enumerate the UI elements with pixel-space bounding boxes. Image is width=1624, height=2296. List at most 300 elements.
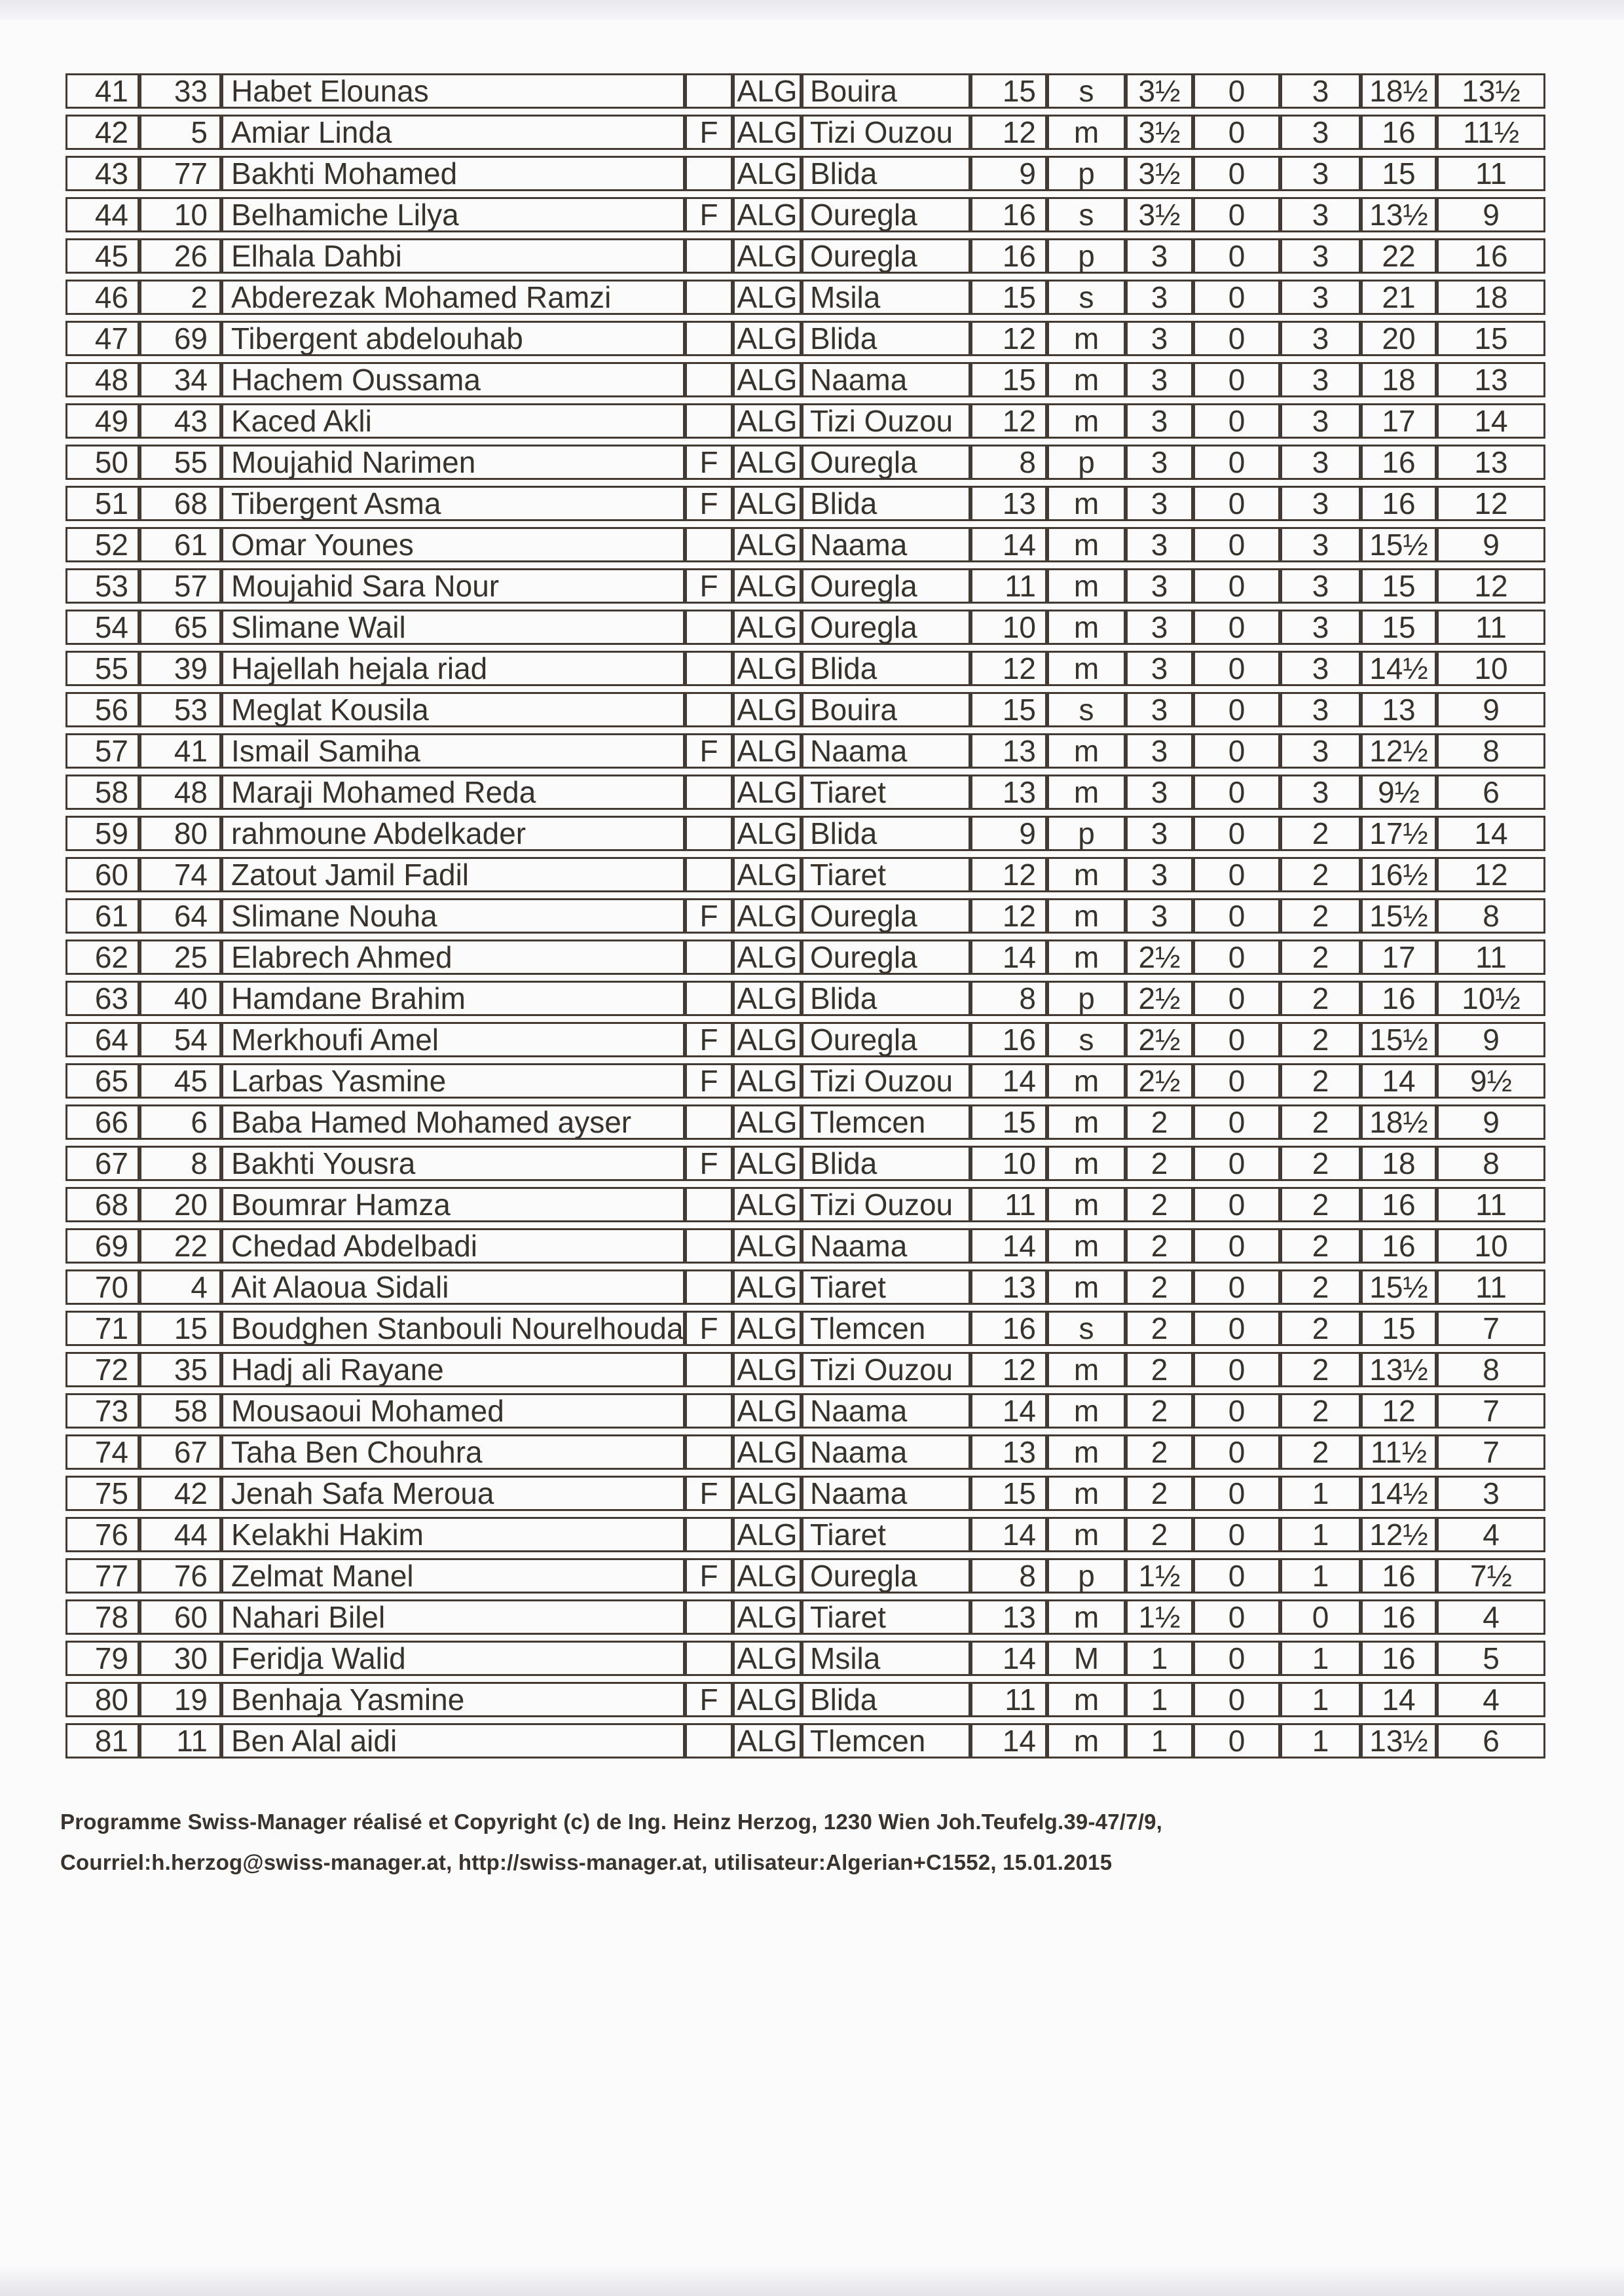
table-row	[65, 939, 1545, 975]
cell-tb_b: 15½	[1361, 1269, 1437, 1305]
cell-tb_a: 0	[1193, 898, 1280, 934]
cell-tb_a: 0	[1193, 115, 1280, 150]
cell-wins: 2	[1280, 939, 1361, 975]
table-row	[65, 527, 1545, 562]
cell-sex: F	[685, 486, 733, 521]
cell-fed: ALG	[733, 1311, 802, 1346]
cell-sex: F	[685, 1476, 733, 1511]
cell-name: Zelmat Manel	[221, 1558, 685, 1594]
cell-rank: 72	[65, 1352, 139, 1387]
cell-tb_b: 16	[1361, 1228, 1437, 1264]
cell-cat: p	[1047, 156, 1126, 191]
cell-tb_b: 16	[1361, 1558, 1437, 1594]
cell-fed: ALG	[733, 1063, 802, 1099]
cell-city: Ouregla	[802, 1022, 970, 1057]
cell-city: Ouregla	[802, 197, 970, 232]
cell-fed: ALG	[733, 1269, 802, 1305]
cell-age: 12	[970, 1352, 1047, 1387]
cell-name: Amiar Linda	[221, 115, 685, 150]
cell-tb_c: 7	[1437, 1434, 1545, 1470]
cell-wins: 2	[1280, 1311, 1361, 1346]
cell-city: Tizi Ouzou	[802, 403, 970, 439]
cell-tb_a: 0	[1193, 1641, 1280, 1676]
cell-pts: 3	[1126, 733, 1193, 769]
cell-tb_b: 15	[1361, 568, 1437, 604]
cell-pts: 3	[1126, 774, 1193, 810]
cell-tb_a: 0	[1193, 156, 1280, 191]
cell-age: 9	[970, 156, 1047, 191]
cell-cat: m	[1047, 857, 1126, 892]
cell-tb_b: 15½	[1361, 527, 1437, 562]
cell-pts: 3	[1126, 568, 1193, 604]
cell-rank: 55	[65, 651, 139, 686]
cell-rank: 77	[65, 1558, 139, 1594]
cell-tb_a: 0	[1193, 1104, 1280, 1140]
cell-age: 13	[970, 486, 1047, 521]
cell-cat: m	[1047, 1682, 1126, 1717]
cell-fed: ALG	[733, 1022, 802, 1057]
cell-cat: m	[1047, 610, 1126, 645]
cell-pts: 3½	[1126, 115, 1193, 150]
cell-tb_a: 0	[1193, 486, 1280, 521]
cell-fed: ALG	[733, 1146, 802, 1181]
cell-name: Taha Ben Chouhra	[221, 1434, 685, 1470]
cell-age: 12	[970, 898, 1047, 934]
cell-sno: 22	[139, 1228, 221, 1264]
cell-cat: m	[1047, 1434, 1126, 1470]
cell-sno: 44	[139, 1517, 221, 1552]
cell-sno: 40	[139, 981, 221, 1016]
cell-name: Benhaja Yasmine	[221, 1682, 685, 1717]
cell-tb_a: 0	[1193, 816, 1280, 851]
cell-tb_b: 12	[1361, 1393, 1437, 1429]
cell-cat: p	[1047, 816, 1126, 851]
cell-tb_a: 0	[1193, 651, 1280, 686]
cell-pts: 3	[1126, 857, 1193, 892]
cell-age: 12	[970, 857, 1047, 892]
cell-fed: ALG	[733, 651, 802, 686]
cell-fed: ALG	[733, 939, 802, 975]
cell-rank: 43	[65, 156, 139, 191]
cell-tb_c: 14	[1437, 403, 1545, 439]
cell-sex	[685, 238, 733, 274]
table-row	[65, 610, 1545, 645]
cell-age: 16	[970, 197, 1047, 232]
cell-fed: ALG	[733, 1517, 802, 1552]
cell-tb_b: 13½	[1361, 1723, 1437, 1758]
cell-sno: 11	[139, 1723, 221, 1758]
cell-sex	[685, 1352, 733, 1387]
cell-name: Bakhti Mohamed	[221, 156, 685, 191]
standings-table	[65, 67, 1545, 1764]
cell-age: 13	[970, 1434, 1047, 1470]
cell-pts: 2	[1126, 1352, 1193, 1387]
cell-wins: 3	[1280, 610, 1361, 645]
table-row	[65, 1104, 1545, 1140]
cell-cat: m	[1047, 362, 1126, 397]
cell-city: Tiaret	[802, 857, 970, 892]
table-row	[65, 1682, 1545, 1717]
cell-cat: p	[1047, 981, 1126, 1016]
cell-wins: 2	[1280, 1434, 1361, 1470]
cell-sex: F	[685, 1063, 733, 1099]
cell-sex	[685, 527, 733, 562]
cell-city: Tiaret	[802, 1269, 970, 1305]
cell-tb_a: 0	[1193, 733, 1280, 769]
cell-rank: 50	[65, 445, 139, 480]
cell-fed: ALG	[733, 156, 802, 191]
table-row	[65, 981, 1545, 1016]
cell-pts: 2	[1126, 1434, 1193, 1470]
cell-tb_b: 14½	[1361, 1476, 1437, 1511]
cell-tb_a: 0	[1193, 1269, 1280, 1305]
cell-tb_a: 0	[1193, 774, 1280, 810]
cell-name: Larbas Yasmine	[221, 1063, 685, 1099]
cell-cat: m	[1047, 486, 1126, 521]
cell-fed: ALG	[733, 238, 802, 274]
cell-fed: ALG	[733, 1599, 802, 1635]
cell-age: 15	[970, 280, 1047, 315]
cell-rank: 67	[65, 1146, 139, 1181]
cell-rank: 61	[65, 898, 139, 934]
cell-fed: ALG	[733, 115, 802, 150]
cell-wins: 2	[1280, 1104, 1361, 1140]
cell-cat: m	[1047, 733, 1126, 769]
cell-tb_c: 6	[1437, 1723, 1545, 1758]
cell-tb_b: 18	[1361, 362, 1437, 397]
cell-tb_b: 18½	[1361, 1104, 1437, 1140]
cell-tb_a: 0	[1193, 568, 1280, 604]
cell-city: Bouira	[802, 692, 970, 727]
cell-pts: 3	[1126, 692, 1193, 727]
cell-tb_a: 0	[1193, 939, 1280, 975]
cell-tb_b: 15½	[1361, 1022, 1437, 1057]
cell-tb_b: 16	[1361, 981, 1437, 1016]
table-row	[65, 898, 1545, 934]
cell-wins: 1	[1280, 1476, 1361, 1511]
cell-name: Omar Younes	[221, 527, 685, 562]
cell-tb_c: 10½	[1437, 981, 1545, 1016]
cell-wins: 3	[1280, 156, 1361, 191]
cell-fed: ALG	[733, 1682, 802, 1717]
cell-tb_c: 8	[1437, 1352, 1545, 1387]
table-row	[65, 1476, 1545, 1511]
cell-cat: m	[1047, 1723, 1126, 1758]
cell-sno: 4	[139, 1269, 221, 1305]
cell-tb_b: 13½	[1361, 1352, 1437, 1387]
cell-tb_c: 11	[1437, 1187, 1545, 1222]
cell-tb_c: 3	[1437, 1476, 1545, 1511]
table-row	[65, 362, 1545, 397]
cell-fed: ALG	[733, 1228, 802, 1264]
cell-pts: 2	[1126, 1228, 1193, 1264]
cell-tb_b: 16	[1361, 1187, 1437, 1222]
cell-fed: ALG	[733, 1393, 802, 1429]
cell-name: Hachem Oussama	[221, 362, 685, 397]
cell-rank: 42	[65, 115, 139, 150]
cell-pts: 2	[1126, 1517, 1193, 1552]
cell-cat: m	[1047, 774, 1126, 810]
table-row	[65, 321, 1545, 356]
cell-cat: s	[1047, 73, 1126, 109]
cell-tb_b: 13½	[1361, 197, 1437, 232]
cell-sex: F	[685, 568, 733, 604]
cell-sno: 20	[139, 1187, 221, 1222]
cell-city: Blida	[802, 156, 970, 191]
cell-wins: 1	[1280, 1641, 1361, 1676]
cell-age: 14	[970, 527, 1047, 562]
cell-cat: m	[1047, 1517, 1126, 1552]
cell-name: Hajellah hejala riad	[221, 651, 685, 686]
cell-tb_a: 0	[1193, 610, 1280, 645]
cell-fed: ALG	[733, 610, 802, 645]
cell-sex	[685, 403, 733, 439]
cell-age: 15	[970, 73, 1047, 109]
cell-pts: 2½	[1126, 939, 1193, 975]
cell-wins: 2	[1280, 816, 1361, 851]
cell-sex: F	[685, 1022, 733, 1057]
cell-pts: 1	[1126, 1682, 1193, 1717]
cell-tb_b: 17	[1361, 939, 1437, 975]
cell-age: 8	[970, 981, 1047, 1016]
cell-name: rahmoune Abdelkader	[221, 816, 685, 851]
cell-pts: 3	[1126, 651, 1193, 686]
cell-city: Tizi Ouzou	[802, 115, 970, 150]
cell-sno: 55	[139, 445, 221, 480]
cell-rank: 51	[65, 486, 139, 521]
cell-city: Naama	[802, 733, 970, 769]
cell-fed: ALG	[733, 1187, 802, 1222]
cell-tb_c: 8	[1437, 1146, 1545, 1181]
cell-city: Blida	[802, 981, 970, 1016]
cell-tb_b: 15½	[1361, 898, 1437, 934]
cell-sex	[685, 1434, 733, 1470]
cell-city: Ouregla	[802, 939, 970, 975]
cell-fed: ALG	[733, 1476, 802, 1511]
cell-pts: 2	[1126, 1187, 1193, 1222]
cell-rank: 73	[65, 1393, 139, 1429]
cell-pts: 3	[1126, 362, 1193, 397]
cell-pts: 2	[1126, 1146, 1193, 1181]
cell-tb_c: 10	[1437, 651, 1545, 686]
cell-tb_c: 4	[1437, 1517, 1545, 1552]
cell-age: 14	[970, 1228, 1047, 1264]
swiss-manager-footer	[60, 1802, 1501, 1883]
cell-tb_b: 12½	[1361, 733, 1437, 769]
cell-city: Blida	[802, 321, 970, 356]
cell-fed: ALG	[733, 898, 802, 934]
cell-name: Ben Alal aidi	[221, 1723, 685, 1758]
cell-tb_a: 0	[1193, 403, 1280, 439]
cell-fed: ALG	[733, 362, 802, 397]
cell-sex	[685, 651, 733, 686]
cell-pts: 3	[1126, 445, 1193, 480]
scan-edge-bottom	[0, 2265, 1624, 2296]
cell-sno: 67	[139, 1434, 221, 1470]
cell-tb_a: 0	[1193, 238, 1280, 274]
cell-tb_c: 4	[1437, 1682, 1545, 1717]
table-row	[65, 1434, 1545, 1470]
cell-sex: F	[685, 1558, 733, 1594]
cell-rank: 57	[65, 733, 139, 769]
cell-sno: 53	[139, 692, 221, 727]
cell-tb_a: 0	[1193, 362, 1280, 397]
table-row	[65, 1063, 1545, 1099]
table-row	[65, 1599, 1545, 1635]
table-row	[65, 816, 1545, 851]
cell-wins: 2	[1280, 857, 1361, 892]
cell-pts: 3½	[1126, 197, 1193, 232]
cell-name: Kaced Akli	[221, 403, 685, 439]
cell-city: Blida	[802, 486, 970, 521]
cell-sno: 69	[139, 321, 221, 356]
cell-cat: m	[1047, 321, 1126, 356]
cell-age: 15	[970, 1476, 1047, 1511]
cell-sex: F	[685, 1311, 733, 1346]
cell-tb_c: 7	[1437, 1311, 1545, 1346]
cell-tb_c: 9	[1437, 197, 1545, 232]
cell-tb_a: 0	[1193, 1022, 1280, 1057]
cell-name: Moujahid Sara Nour	[221, 568, 685, 604]
cell-age: 8	[970, 1558, 1047, 1594]
cell-sno: 61	[139, 527, 221, 562]
table-row	[65, 1187, 1545, 1222]
cell-fed: ALG	[733, 527, 802, 562]
cell-city: Blida	[802, 816, 970, 851]
cell-cat: m	[1047, 568, 1126, 604]
cell-name: Elhala Dahbi	[221, 238, 685, 274]
cell-city: Ouregla	[802, 1558, 970, 1594]
cell-tb_c: 12	[1437, 857, 1545, 892]
table-row	[65, 733, 1545, 769]
cell-tb_b: 22	[1361, 238, 1437, 274]
cell-wins: 1	[1280, 1558, 1361, 1594]
cell-name: Boudghen Stanbouli Nourelhouda	[221, 1311, 685, 1346]
table-row	[65, 1517, 1545, 1552]
cell-rank: 44	[65, 197, 139, 232]
cell-sno: 15	[139, 1311, 221, 1346]
cell-tb_c: 11½	[1437, 115, 1545, 150]
cell-cat: m	[1047, 1063, 1126, 1099]
table-row	[65, 1641, 1545, 1676]
table-row	[65, 73, 1545, 109]
cell-city: Ouregla	[802, 445, 970, 480]
cell-tb_b: 14	[1361, 1063, 1437, 1099]
cell-wins: 3	[1280, 568, 1361, 604]
table-row	[65, 1269, 1545, 1305]
cell-tb_a: 0	[1193, 1682, 1280, 1717]
cell-age: 8	[970, 445, 1047, 480]
cell-fed: ALG	[733, 1104, 802, 1140]
cell-wins: 3	[1280, 321, 1361, 356]
cell-age: 14	[970, 1641, 1047, 1676]
cell-sno: 57	[139, 568, 221, 604]
cell-name: Kelakhi Hakim	[221, 1517, 685, 1552]
cell-age: 15	[970, 692, 1047, 727]
cell-city: Tiaret	[802, 1599, 970, 1635]
cell-fed: ALG	[733, 692, 802, 727]
cell-age: 12	[970, 115, 1047, 150]
cell-name: Slimane Nouha	[221, 898, 685, 934]
cell-tb_c: 11	[1437, 1269, 1545, 1305]
cell-city: Blida	[802, 1146, 970, 1181]
cell-tb_b: 11½	[1361, 1434, 1437, 1470]
cell-sex: F	[685, 1682, 733, 1717]
cell-sno: 48	[139, 774, 221, 810]
cell-rank: 70	[65, 1269, 139, 1305]
cell-name: Merkhoufi Amel	[221, 1022, 685, 1057]
cell-sno: 26	[139, 238, 221, 274]
table-row	[65, 280, 1545, 315]
cell-fed: ALG	[733, 445, 802, 480]
cell-tb_b: 16½	[1361, 857, 1437, 892]
cell-sex: F	[685, 197, 733, 232]
cell-pts: 3	[1126, 321, 1193, 356]
cell-pts: 1½	[1126, 1599, 1193, 1635]
cell-tb_c: 9	[1437, 1104, 1545, 1140]
cell-tb_a: 0	[1193, 197, 1280, 232]
cell-fed: ALG	[733, 733, 802, 769]
cell-age: 9	[970, 816, 1047, 851]
cell-cat: M	[1047, 1641, 1126, 1676]
cell-fed: ALG	[733, 1641, 802, 1676]
cell-pts: 3½	[1126, 156, 1193, 191]
cell-rank: 48	[65, 362, 139, 397]
cell-cat: p	[1047, 238, 1126, 274]
cell-sno: 65	[139, 610, 221, 645]
cell-sex: F	[685, 1146, 733, 1181]
cell-cat: m	[1047, 527, 1126, 562]
cell-fed: ALG	[733, 280, 802, 315]
cell-tb_b: 9½	[1361, 774, 1437, 810]
cell-tb_a: 0	[1193, 321, 1280, 356]
cell-cat: m	[1047, 898, 1126, 934]
cell-rank: 81	[65, 1723, 139, 1758]
cell-rank: 46	[65, 280, 139, 315]
cell-name: Hamdane Brahim	[221, 981, 685, 1016]
cell-city: Msila	[802, 280, 970, 315]
table-row	[65, 1393, 1545, 1429]
cell-wins: 3	[1280, 527, 1361, 562]
footer-line-1: Programme Swiss-Manager réalisé et Copyright (c) de Ing. Heinz Herzog, 1230 Wien Joh.Teufelg.39-47/7/9,	[60, 1810, 1162, 1834]
cell-pts: 2	[1126, 1393, 1193, 1429]
cell-name: Nahari Bilel	[221, 1599, 685, 1635]
cell-city: Tlemcen	[802, 1311, 970, 1346]
cell-rank: 79	[65, 1641, 139, 1676]
cell-wins: 3	[1280, 362, 1361, 397]
cell-sex	[685, 1393, 733, 1429]
cell-sex	[685, 1187, 733, 1222]
cell-tb_c: 10	[1437, 1228, 1545, 1264]
cell-name: Maraji Mohamed Reda	[221, 774, 685, 810]
cell-tb_b: 17	[1361, 403, 1437, 439]
cell-wins: 3	[1280, 238, 1361, 274]
cell-sex	[685, 857, 733, 892]
cell-sex	[685, 156, 733, 191]
cell-wins: 3	[1280, 774, 1361, 810]
cell-fed: ALG	[733, 1558, 802, 1594]
cell-pts: 2½	[1126, 981, 1193, 1016]
cell-wins: 2	[1280, 1022, 1361, 1057]
cell-sno: 58	[139, 1393, 221, 1429]
cell-pts: 3	[1126, 898, 1193, 934]
cell-tb_c: 7	[1437, 1393, 1545, 1429]
cell-age: 13	[970, 774, 1047, 810]
cell-age: 14	[970, 939, 1047, 975]
cell-age: 14	[970, 1723, 1047, 1758]
cell-sex	[685, 939, 733, 975]
table-row	[65, 1558, 1545, 1594]
